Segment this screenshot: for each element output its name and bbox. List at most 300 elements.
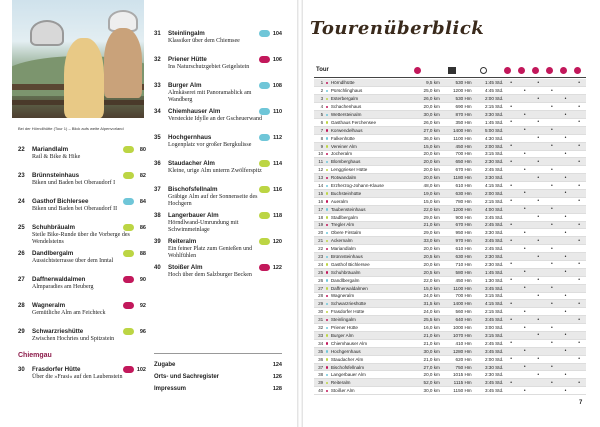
tour-elevation: 630 Hm [441,253,473,261]
tour-number: 30 [314,308,324,316]
tour-duration: 3:30 Std. [473,229,505,237]
feature-mark [518,103,532,111]
feature-mark [518,300,532,308]
feature-mark: • [572,221,586,229]
feature-mark [532,126,546,134]
feature-mark: • [559,292,573,300]
feature-mark [559,126,573,134]
feature-mark: • [518,111,532,119]
tour-number: 26 [314,276,324,284]
tour-name: Jocheralm [330,150,412,158]
region-dot-icon [326,319,329,322]
region-dot-icon [326,358,329,361]
feature-mark: • [518,126,532,134]
entry-title: Stoißer Alm [168,264,203,271]
tour-elevation: 610 Hm [441,182,473,190]
toc-misc-entry[interactable] [154,362,282,372]
tour-distance: 25,5 km [411,316,440,324]
region-dot-icon [326,303,329,306]
table-row[interactable] [314,189,586,197]
route-type-icon [259,134,270,141]
feature-mark: • [559,174,573,182]
toc-entry[interactable] [154,264,282,290]
entry-subtitle: Versteckte Idylle an der Gscheuerwand [168,116,262,122]
tour-elevation: 1150 Hm [441,387,473,395]
feature-mark [545,229,559,237]
tour-distance: 27,0 km [411,126,440,134]
feature-mark: • [559,371,573,379]
feature-mark: • [518,284,532,292]
feature-mark: • [545,142,559,150]
feature-mark [518,339,532,347]
entry-title: Langerbauer Alm [168,212,219,219]
table-row[interactable] [314,237,586,245]
tour-duration: 2:45 Std. [473,339,505,347]
lodging-icon [532,67,539,74]
table-row[interactable] [314,355,586,363]
table-row[interactable] [314,292,586,300]
entry-title: Reiteralm [168,238,197,245]
feature-mark [559,142,573,150]
feature-mark: • [572,379,586,387]
region-dot-icon [326,240,329,243]
tour-name: Gasthaus Ferchensee [330,118,412,126]
tour-number: 27 [314,284,324,292]
feature-mark [572,268,586,276]
table-row[interactable] [314,387,586,395]
region-dot-icon [326,287,329,290]
feature-mark: • [572,316,586,324]
table-row[interactable] [314,260,586,268]
toc-entry[interactable] [154,238,282,264]
entry-title: Priener Hütte [168,56,207,63]
tour-elevation: 1280 Hm [441,347,473,355]
feature-mark [572,166,586,174]
table-row[interactable] [314,284,586,292]
route-type-icon [123,146,134,153]
entry-title: Steinlingalm [168,30,205,37]
entry-page: 84 [139,199,146,205]
feature-mark [532,166,546,174]
entry-title: Gasthof Bichlersee [32,198,89,205]
tour-distance: 20,0 km [411,174,440,182]
feature-mark [572,126,586,134]
table-row[interactable] [314,174,586,182]
region-dot-icon [326,153,329,156]
feature-mark [504,371,518,379]
entry-page: 96 [139,329,146,335]
feature-mark: • [559,134,573,142]
table-row[interactable] [314,103,586,111]
bus-icon [546,67,553,74]
feature-mark: • [572,237,586,245]
toc-entry[interactable] [154,186,282,212]
tour-name: Burger Alm [330,332,412,340]
tour-elevation: 1115 Hm [441,379,473,387]
tour-duration: 1:45 Std. [473,268,505,276]
entry-subtitle: Hoch über dem Salzburger Becken [168,272,252,278]
table-row[interactable] [314,379,586,387]
entry-page: 88 [139,251,146,257]
tour-number: 16 [314,197,324,205]
entry-title: Burger Alm [168,82,202,89]
tour-name: Brünnsteinhaus [330,253,412,261]
tour-header: Tour [316,67,329,73]
tour-name: Blomberghaus [330,158,412,166]
toc-entry[interactable] [18,276,146,302]
tour-elevation: 950 Hm [441,229,473,237]
tour-elevation: 1400 Hm [441,300,473,308]
table-row[interactable] [314,118,586,126]
feature-mark: • [572,118,586,126]
tour-number: 40 [314,387,324,395]
feature-mark [532,229,546,237]
tour-number: 35 [314,347,324,355]
region-dot-icon [326,279,329,282]
entry-subtitle: Ins Naturschutzgebiet Geigelstein [168,64,250,70]
altitude-icon [448,67,456,74]
table-row[interactable] [314,253,586,261]
tour-duration: 4:15 Std. [473,182,505,190]
entry-title: Schuhbräualm [32,224,75,231]
feature-mark [532,339,546,347]
tour-elevation: 670 Hm [441,221,473,229]
feature-mark: • [504,339,518,347]
entry-subtitle: Klassiker über dem Chiemsee [168,38,240,44]
toc-misc-entry[interactable] [154,386,282,396]
table-row[interactable] [314,347,586,355]
table-row[interactable] [314,324,586,332]
feature-mark: • [504,158,518,166]
route-type-icon [259,186,270,193]
table-row[interactable] [314,197,586,205]
tour-distance: 20,0 km [411,245,440,253]
family-icon [574,67,581,74]
tour-elevation: 630 Hm [441,189,473,197]
entry-page: 92 [139,303,146,309]
misc-title: Impressum [154,386,187,392]
feature-mark: • [518,229,532,237]
table-row[interactable] [314,363,586,371]
clock-icon [480,67,487,74]
entry-page: 90 [139,277,146,283]
entry-page: 86 [139,225,146,231]
toc-frasdorfer [18,366,146,392]
entry-page: 116 [273,187,282,193]
tour-number: 23 [314,253,324,261]
toc-entry[interactable] [18,224,146,250]
tour-duration: 3:15 Std. [473,150,505,158]
tour-number: 14 [314,182,324,190]
route-type-icon [259,212,270,219]
tour-duration: 3:45 Std. [473,347,505,355]
tour-elevation: 560 Hm [441,308,473,316]
entry-number: 30 [18,367,25,373]
feature-mark: • [532,371,546,379]
tour-duration: 3:15 Std. [473,292,505,300]
toc-entry[interactable] [18,302,146,328]
tour-number: 18 [314,213,324,221]
table-row[interactable] [314,79,586,87]
tour-duration: 2:00 Std. [473,142,505,150]
region-dot-icon [326,271,329,274]
route-type-icon [259,82,270,89]
table-row[interactable] [314,316,586,324]
table-row[interactable] [314,371,586,379]
tour-number: 5 [314,111,324,119]
feature-mark: • [545,300,559,308]
tour-number: 19 [314,221,324,229]
route-type-icon [259,108,270,115]
feature-mark: • [504,182,518,190]
route-type-icon [123,198,134,205]
table-row[interactable] [314,134,586,142]
table-row[interactable] [314,150,586,158]
feature-mark [518,260,532,268]
tour-duration: 3:45 Std. [473,316,505,324]
table-row[interactable] [314,142,586,150]
feature-mark [572,111,586,119]
route-type-icon [259,160,270,167]
feature-mark [518,332,532,340]
tour-elevation: 1200 Hm [441,87,473,95]
route-type-icon [123,224,134,231]
entry-title: Wagneralm [32,302,66,309]
feature-mark [572,363,586,371]
route-type-icon [259,30,270,37]
entry-number: 40 [154,265,161,271]
table-row[interactable] [314,87,586,95]
tour-number: 9 [314,142,324,150]
feature-mark: • [545,324,559,332]
entry-number: 36 [154,161,161,167]
tour-duration: 2:00 Std. [473,189,505,197]
toc-entry[interactable] [154,160,282,186]
feature-mark [504,284,518,292]
feature-mark [504,363,518,371]
tour-distance: 29,0 km [411,213,440,221]
entry-subtitle: Ein feiner Platz zum Genießen und Wohlfühlen [168,246,253,259]
table-row[interactable] [314,95,586,103]
feature-mark [572,189,586,197]
entry-page: 102 [136,367,146,373]
tour-elevation: 650 Hm [441,158,473,166]
feature-mark: • [504,79,518,87]
entry-number: 35 [154,135,161,141]
toc-entry[interactable] [154,56,282,82]
toc-entry[interactable] [154,30,282,56]
tour-name: Falkenhütte [330,134,412,142]
tour-distance: 25,0 km [411,87,440,95]
tour-name: Esterbergalm [330,95,412,103]
table-row[interactable] [314,308,586,316]
tour-duration: 5:00 Std. [473,126,505,134]
feature-mark [559,158,573,166]
table-row[interactable] [314,276,586,284]
feature-mark [532,324,546,332]
tour-number: 34 [314,339,324,347]
feature-mark [532,142,546,150]
tour-elevation: 670 Hm [441,166,473,174]
entry-subtitle: Rail & Bike & Hike [32,154,81,160]
feature-mark [572,245,586,253]
tour-elevation: 410 Hm [441,339,473,347]
feature-mark: • [545,339,559,347]
table-row[interactable] [314,229,586,237]
feature-mark: • [572,103,586,111]
table-row[interactable] [314,339,586,347]
tour-name: Ackernalm [330,237,412,245]
feature-mark: • [559,387,573,395]
toc-entry[interactable] [18,172,146,198]
feature-mark [559,166,573,174]
tour-duration: 3:45 Std. [473,387,505,395]
feature-mark [572,253,586,261]
feature-mark: • [559,308,573,316]
tour-duration: 4:30 Std. [473,134,505,142]
toc-entry[interactable] [18,328,146,354]
toc-entry[interactable] [154,134,282,160]
feature-mark [559,118,573,126]
tour-name: Gasthof Bichlersee [330,260,412,268]
tour-distance: 15,0 km [411,197,440,205]
feature-mark [572,347,586,355]
tour-distance: 20,0 km [411,150,440,158]
tour-duration: 3:45 Std. [473,237,505,245]
table-row[interactable] [314,126,586,134]
table-row[interactable] [314,213,586,221]
tour-elevation: 780 Hm [441,197,473,205]
helmet-icon [30,20,64,46]
feature-mark: • [532,213,546,221]
misc-title: Zugabe [154,362,176,368]
tour-number: 32 [314,324,324,332]
route-type-icon [259,238,270,245]
feature-mark [572,332,586,340]
entry-number: 25 [18,225,25,231]
feature-mark [504,126,518,134]
table-row[interactable] [314,332,586,340]
entry-title: Staudacher Alm [168,160,215,167]
feature-mark [545,332,559,340]
feature-mark [532,150,546,158]
feature-mark: • [572,276,586,284]
toc-entry[interactable] [18,250,146,276]
feature-mark [572,371,586,379]
tour-number: 6 [314,118,324,126]
toc-misc-entry[interactable] [154,374,282,384]
route-type-icon [259,264,270,271]
tour-distance: 9,5 km [411,79,440,87]
table-row[interactable] [314,182,586,190]
tour-distance: 20,0 km [411,260,440,268]
feature-mark [572,87,586,95]
feature-mark [572,292,586,300]
toc-entry[interactable] [18,366,146,392]
feature-mark [559,237,573,245]
feature-mark: • [572,260,586,268]
feature-mark: • [559,189,573,197]
feature-mark: • [545,182,559,190]
table-row[interactable] [314,245,586,253]
feature-mark: • [532,292,546,300]
tour-name: Hochgernhaus [330,347,412,355]
misc-page: 126 [272,374,282,380]
region-dot-icon [326,106,329,109]
tour-distance: 26,0 km [411,118,440,126]
feature-mark [518,174,532,182]
table-row[interactable] [314,268,586,276]
tour-elevation: 700 Hm [441,150,473,158]
feature-mark [559,276,573,284]
feature-mark [504,111,518,119]
table-row[interactable] [314,166,586,174]
tour-duration: 2:30 Std. [473,158,505,166]
table-row[interactable] [314,158,586,166]
entry-page: 110 [273,109,282,115]
tour-name: Buchsteinhütte [330,189,412,197]
misc-page: 128 [272,386,282,392]
toc-left-column [18,146,146,354]
tour-name: Schwarzrieshütte [330,300,412,308]
toc-entry[interactable] [154,212,282,238]
feature-mark: • [545,245,559,253]
toc-entry[interactable] [18,198,146,224]
feature-mark [504,332,518,340]
entry-number: 31 [154,31,161,37]
tour-number: 28 [314,292,324,300]
feature-mark [518,379,532,387]
feature-mark: • [504,300,518,308]
tour-number: 25 [314,268,324,276]
tour-number: 11 [314,158,324,166]
tour-elevation: 750 Hm [441,363,473,371]
table-row[interactable] [314,221,586,229]
toc-entry[interactable] [18,146,146,172]
tour-number: 1 [314,79,324,87]
route-type-icon [123,328,134,335]
feature-mark [532,103,546,111]
feature-mark: • [532,174,546,182]
table-row[interactable] [314,300,586,308]
feature-mark: • [545,126,559,134]
feature-mark [532,363,546,371]
feature-mark: • [572,300,586,308]
feature-mark [545,174,559,182]
region-dot-icon [326,366,329,369]
entry-page: 106 [272,57,282,63]
tour-number: 3 [314,95,324,103]
toc-entry[interactable] [154,108,282,134]
feature-mark: • [559,111,573,119]
entry-title: Daffnerwaldalmen [32,276,86,283]
toc-entry[interactable] [154,82,282,108]
tour-name: Korwendelhaus [330,126,412,134]
tour-number: 15 [314,189,324,197]
tour-elevation: 1400 Hm [441,126,473,134]
feature-mark [518,142,532,150]
tour-duration: 2:45 Std. [473,245,505,253]
tour-elevation: 1180 Hm [441,174,473,182]
table-row[interactable] [314,111,586,119]
tour-name: Lenggrieser Hütte [330,166,412,174]
feature-mark: • [545,363,559,371]
table-row[interactable] [314,205,586,213]
feature-mark: • [532,332,546,340]
feature-mark [545,276,559,284]
feature-mark [532,387,546,395]
feature-mark [559,363,573,371]
